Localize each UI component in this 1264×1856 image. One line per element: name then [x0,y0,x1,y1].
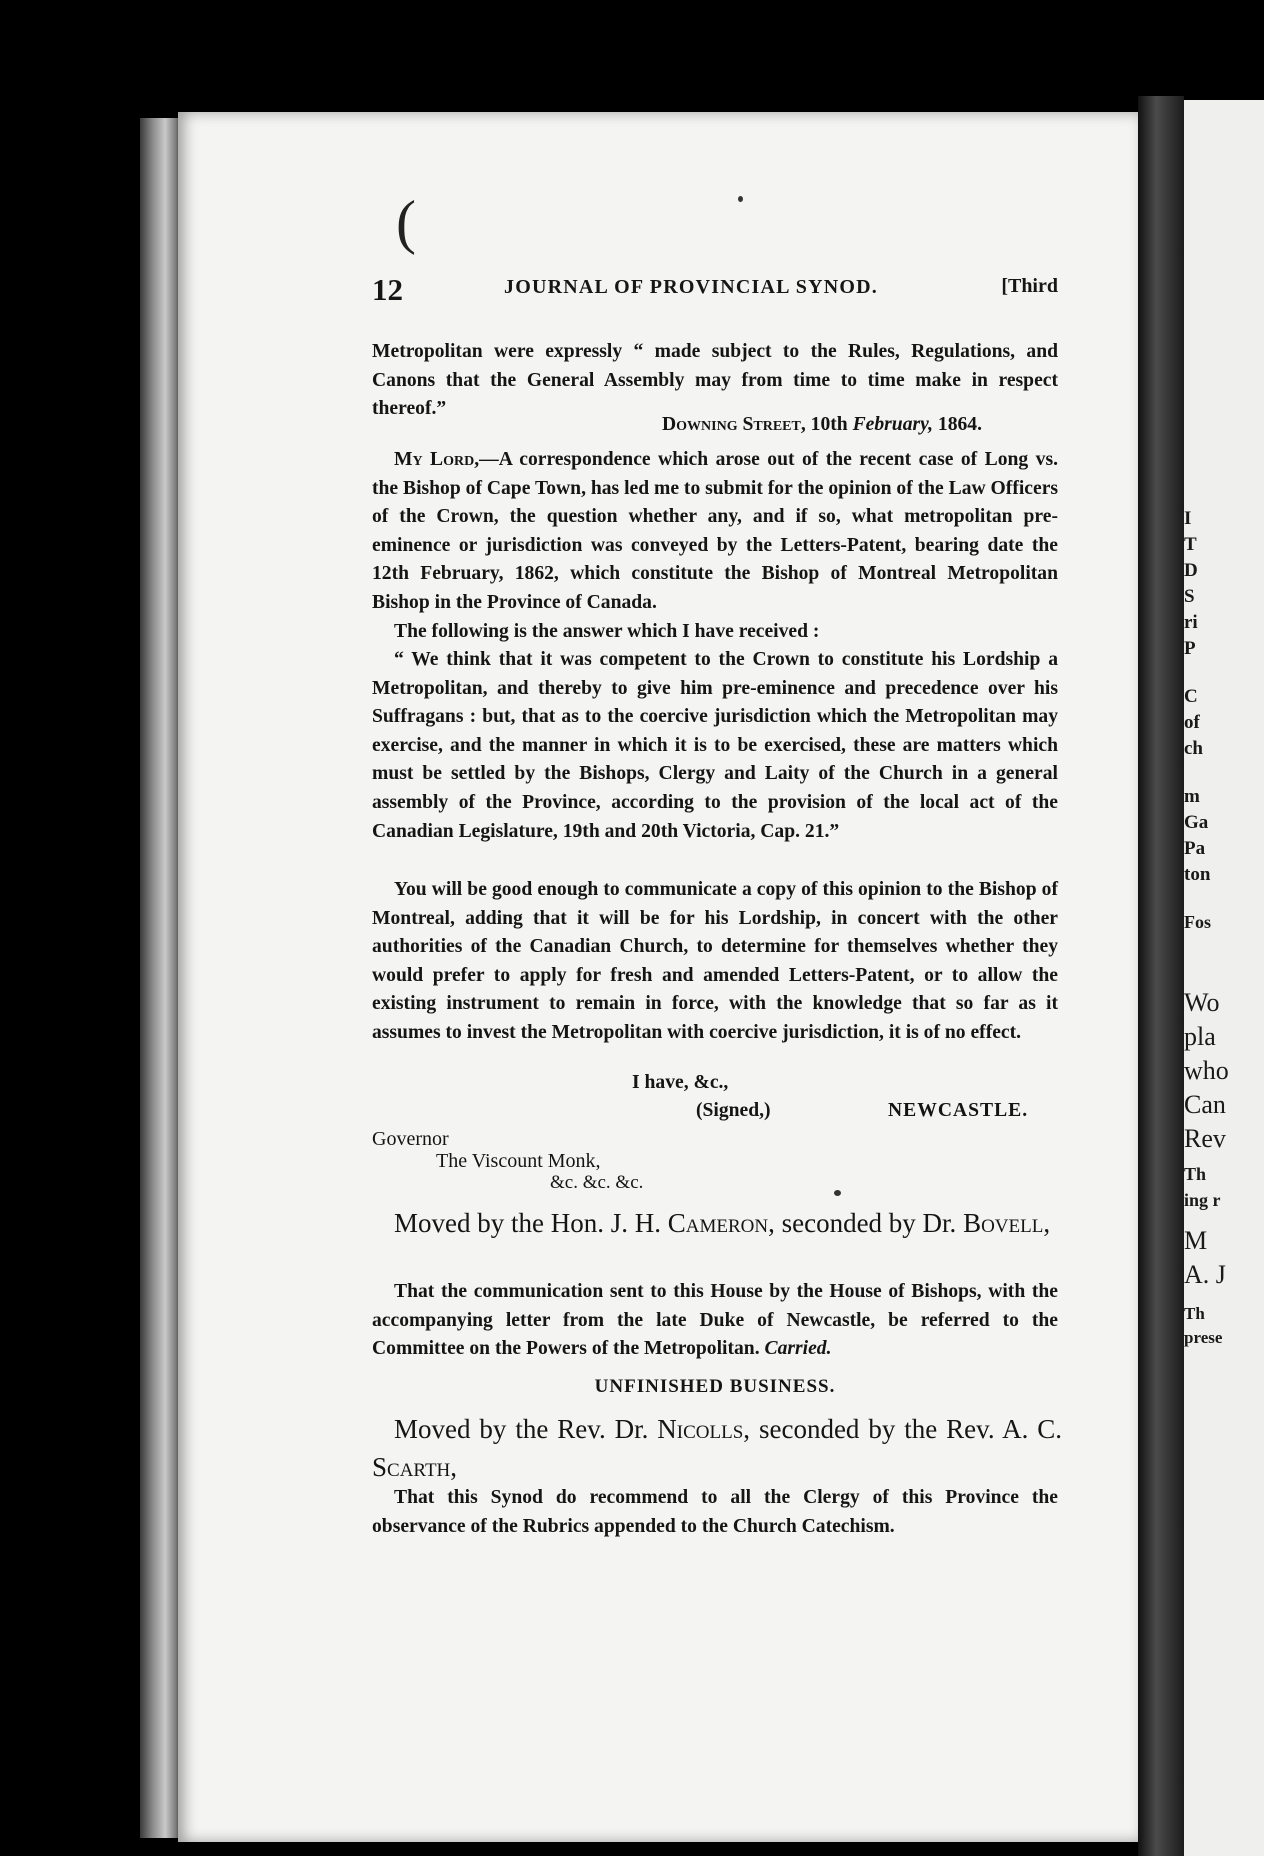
neighbor-fragment: Pa [1184,838,1206,859]
addressee-etc: &c. &c. &c. [550,1172,644,1193]
dateline-day: 10th [810,414,848,435]
motion-2-heading [372,1410,1062,1486]
signed-label: (Signed,) [696,1100,771,1121]
neighbor-fragment: of [1184,712,1200,733]
motion-1-lead: Moved by the Hon. J. H. [394,1208,668,1238]
page-number: 12 [372,272,403,307]
running-title: JOURNAL OF PROVINCIAL SYNOD. [504,276,879,298]
motion-1-mover: Cameron, [667,1208,775,1238]
dateline-place: Downing Street, [662,414,806,435]
motion-1-body: That the communication sent to this House by the House of Bishops, with the accompanying letter from the late Duke of Newcastle, be referred to the Committee on the Powers of the Metropolitan. [372,1281,1058,1360]
neighbor-fragment: S [1184,586,1195,607]
neighbor-fragment: I [1184,508,1192,529]
neighbor-fragment: who [1184,1056,1229,1085]
intro-paragraph: Metropolitan were expressly “ made subject to the Rules, Regulations, and Canons that the General Assembly may from time to time make in respect thereof.” [372,341,1058,420]
neighbor-fragment: ing r [1184,1190,1221,1210]
motion-2-mid: seconded by the Rev. A. C. [750,1414,1062,1444]
running-header [372,272,1062,312]
neighbor-fragment: m [1184,786,1200,807]
neighbor-fragment: Th [1184,1164,1207,1184]
neighbor-fragment: ch [1184,738,1203,759]
letter-paragraph-1 [372,446,1058,618]
closing: I have, &c., [632,1072,729,1093]
scan-gutter-right [1138,96,1184,1856]
neighbor-fragment: Fos [1184,912,1211,932]
ink-speck [834,1190,841,1196]
neighbor-fragment: ton [1184,864,1211,885]
neighbor-fragment: M [1184,1226,1208,1255]
motion-1-text [372,1278,1058,1364]
dateline-year: 1864. [937,414,982,435]
neighbor-fragment: Wo [1184,988,1220,1017]
section-marker: [Third [1001,275,1058,297]
neighbor-fragment: T [1184,534,1197,555]
neighbor-fragment: Can [1184,1090,1226,1119]
letter-paragraph-3: “ We think that it was competent to the Crown to constitute his Lordship a Metropolitan, and thereby to give him pre-eminence and precedence over his Suffragans : but, that as to the coercive jurisdiction which the Metropolitan may exercise, and the manner in which it is to be exercised, these are matters which must be settled by the Bishops, Clergy and Laity of the Church in a general assembly of the Province, according to the provision of the local act of the Canadian Legislature, 19th and 20th Victoria, Cap. 21.” [372,649,1058,842]
letter-paragraph-1-text: —A correspondence which arose out of the recent case of Long vs. the Bishop of Cape Town, has led me to submit for the opinion of the Law Officers of the Crown, the question whether any, and if so, what metropolitan pre-eminence or jurisdiction was conveyed by the Letters-Patent, bearing date the 12th February, 1862, which constitute the Bishop of Montreal Metropolitan Bishop in the Province of Canada. [372,449,1059,613]
motion-1-heading [372,1204,1062,1242]
motion-2-lead: Moved by the Rev. Dr. [394,1414,658,1444]
adjacent-page-fragment [1184,100,1264,1856]
motion-2-mover: Nicolls, [657,1414,751,1444]
neighbor-fragment: A. J [1184,1260,1226,1289]
signatory: NEWCASTLE. [888,1100,1029,1121]
scan-binding-left [140,118,182,1838]
addressee-name: The Viscount Monk, [436,1150,601,1172]
letter-paragraph-4: You will be good enough to communicate a copy of this opinion to the Bishop of Montreal, adding that it will be for his Lordship, in concert with the other authorities of the Canadian Church, to determine for themselves whether they would prefer to apply for fresh and amended Letters-Patent, or to allow the existing instrument to remain in force, with the knowledge that so far as it assumes to invest the Metropolitan with coercive jurisdiction, it is of no effect. [372,879,1058,1043]
neighbor-fragment: Rev [1184,1124,1226,1153]
dateline-month: February, [852,414,933,435]
motion-1-result: Carried. [764,1338,832,1360]
section-heading: UNFINISHED BUSINESS. [594,1376,836,1397]
neighbor-fragment: prese [1184,1328,1223,1347]
neighbor-fragment: D [1184,560,1198,581]
letter-paragraph-2: The following is the answer which I have received : [394,621,820,642]
motion-1-seconder: Bovell, [963,1208,1051,1238]
neighbor-fragment: ri [1184,612,1198,633]
ink-bracket-mark: ( [396,189,416,255]
motion-1-mid: seconded by Dr. [774,1208,964,1238]
neighbor-fragment: Ga [1184,812,1209,833]
ink-speck [738,196,743,202]
motion-2-seconder: Scarth, [372,1452,458,1482]
dateline [662,414,982,436]
neighbor-fragment: C [1184,686,1198,707]
neighbor-fragment: P [1184,638,1196,659]
addressee-title: Governor [372,1128,449,1150]
salutation: My Lord, [394,449,480,470]
motion-2-text: That this Synod do recommend to all the Clergy of this Province the observance of the Rubrics appended to the Church Catechism. [372,1487,1058,1537]
neighbor-fragment: Th [1184,1304,1205,1323]
neighbor-fragment: pla [1184,1022,1216,1051]
